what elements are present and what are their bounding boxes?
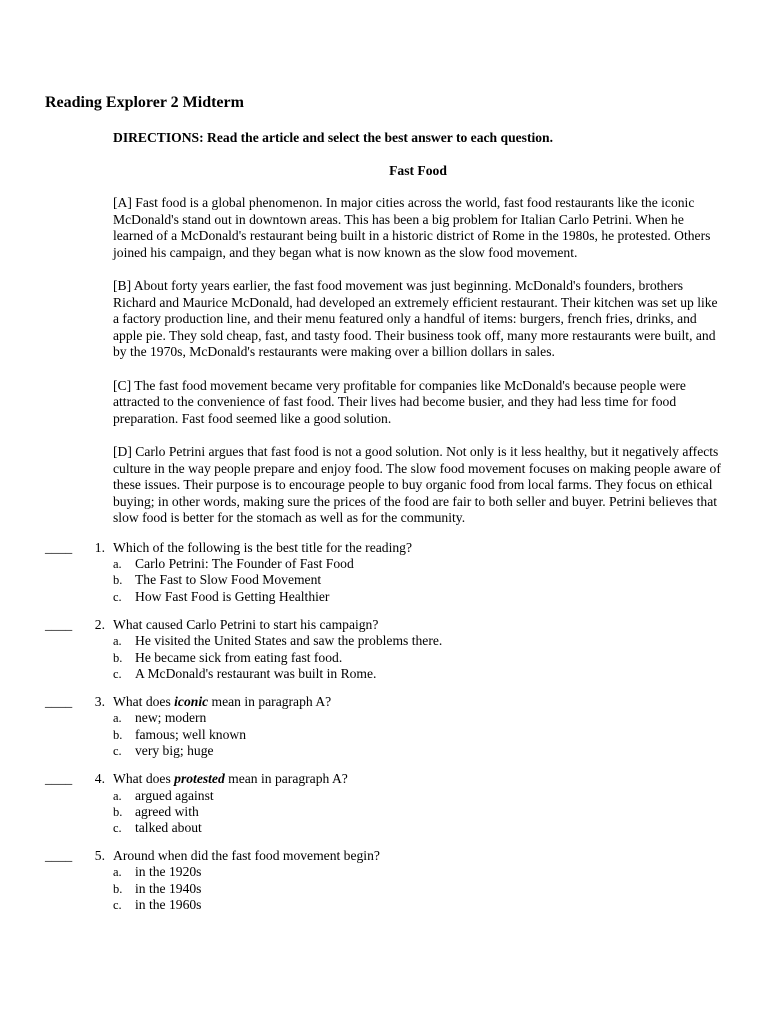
option-b <box>113 650 342 667</box>
article <box>113 195 723 544</box>
option-c <box>113 666 376 683</box>
option-letter: b. <box>113 728 123 742</box>
question-number: 3. <box>94 694 105 709</box>
stem-text: What does <box>113 771 175 786</box>
option-letter: b. <box>113 882 123 896</box>
question-number: 5. <box>94 848 105 863</box>
option-text: in the 1920s <box>135 864 202 879</box>
option-letter: c. <box>113 667 122 681</box>
option-text: in the 1960s <box>135 897 202 912</box>
option-text: new; modern <box>135 710 207 725</box>
option-letter: c. <box>113 590 122 604</box>
option-a <box>113 710 206 727</box>
option-text: He became sick from eating fast food. <box>135 650 343 665</box>
option-text: famous; well known <box>135 727 247 742</box>
option-b <box>113 727 246 744</box>
option-text: argued against <box>135 788 214 803</box>
question-number: 4. <box>94 771 105 786</box>
option-letter: b. <box>113 805 123 819</box>
stem-text: What does <box>113 694 175 709</box>
question-number: 2. <box>94 617 105 632</box>
stem-text: mean in paragraph A? <box>208 694 332 709</box>
option-b <box>113 572 321 589</box>
option-letter: a. <box>113 634 122 648</box>
option-letter: a. <box>113 865 122 879</box>
option-b <box>113 804 199 821</box>
vocabulary-word: iconic <box>174 694 209 709</box>
question-stem: Around when did the fast food movement begin? <box>113 848 380 863</box>
question-stem: What caused Carlo Petrini to start his campaign? <box>113 617 379 632</box>
option-c <box>113 743 214 760</box>
directions: DIRECTIONS: Read the article and select the best answer to each question. <box>113 130 554 145</box>
option-c <box>113 589 329 606</box>
answer-blank[interactable]: ____ <box>45 540 73 555</box>
option-text: How Fast Food is Getting Healthier <box>135 589 330 604</box>
option-a <box>113 788 214 805</box>
stem-text: mean in paragraph A? <box>224 771 348 786</box>
option-letter: a. <box>113 711 122 725</box>
option-letter: b. <box>113 651 123 665</box>
option-c <box>113 820 202 837</box>
page-title: Reading Explorer 2 Midterm <box>45 94 244 111</box>
option-letter: c. <box>113 898 122 912</box>
question-stem <box>113 694 331 711</box>
option-letter: b. <box>113 573 123 587</box>
question-stem <box>113 771 348 788</box>
answer-blank[interactable]: ____ <box>45 848 73 863</box>
option-c <box>113 897 201 914</box>
option-letter: c. <box>113 821 122 835</box>
vocabulary-word: protested <box>174 771 225 786</box>
option-text: talked about <box>135 820 202 835</box>
article-title: Fast Food <box>389 163 447 178</box>
option-letter: a. <box>113 789 122 803</box>
option-letter: a. <box>113 557 122 571</box>
answer-blank[interactable]: ____ <box>45 694 73 709</box>
option-b <box>113 881 201 898</box>
option-text: He visited the United States and saw the problems there. <box>135 633 443 648</box>
answer-blank[interactable]: ____ <box>45 771 73 786</box>
option-a <box>113 633 442 650</box>
option-text: A McDonald's restaurant was built in Rome. <box>135 666 377 681</box>
paragraph-a: [A] Fast food is a global phenomenon. In major cities across the world, fast food restaurants like the iconic McDonald's stand out in downtown areas. This has been a big problem for Italian Carlo Petrini. When he learned of a McDonald's restaurant being built in a historic district of Rome in the 1980s, he protested. Others joined his campaign, and they began what is now known as the slow food movement. <box>113 195 711 260</box>
option-text: very big; huge <box>135 743 214 758</box>
question-stem: Which of the following is the best title for the reading? <box>113 540 412 555</box>
option-a <box>113 864 201 881</box>
option-letter: c. <box>113 744 122 758</box>
paragraph-b: [B] About forty years earlier, the fast food movement was just beginning. McDonald's founders, brothers Richard and Maurice McDonald, had developed an extremely efficient restaurant. Their kitchen was set up like a factory production line, and their menu featured only a handful of items: burgers, french fries, drinks, and apple pie. They sold cheap, fast, and tasty food. Their business took off, many more restaurants were built, and by the 1970s, McDonald's restaurants were making over a billion dollars in sales. <box>113 278 718 359</box>
paragraph-c: [C] The fast food movement became very profitable for companies like McDonald's because people were attracted to the convenience of fast food. Their lives had become busier, and they had less time for food preparation. Fast food seemed like a good solution. <box>113 377 686 426</box>
question-number: 1. <box>94 540 105 555</box>
option-text: The Fast to Slow Food Movement <box>135 572 322 587</box>
option-text: in the 1940s <box>135 881 202 896</box>
paragraph-d: [D] Carlo Petrini argues that fast food is not a good solution. Not only is it less healthy, but it negatively affects culture in the way people prepare and enjoy food. The slow food movement focuses on making people aware of these issues. Their purpose is to encourage people to buy organic food from local farms. They focus on ethical buying; in other words, making sure the prices of the food are fair to both seller and buyer. Petrini believes that slow food is better for the stomach as well as for the community. <box>113 444 721 525</box>
answer-blank[interactable]: ____ <box>45 617 73 632</box>
option-text: agreed with <box>135 804 199 819</box>
option-a <box>113 556 354 573</box>
option-text: Carlo Petrini: The Founder of Fast Food <box>135 556 354 571</box>
